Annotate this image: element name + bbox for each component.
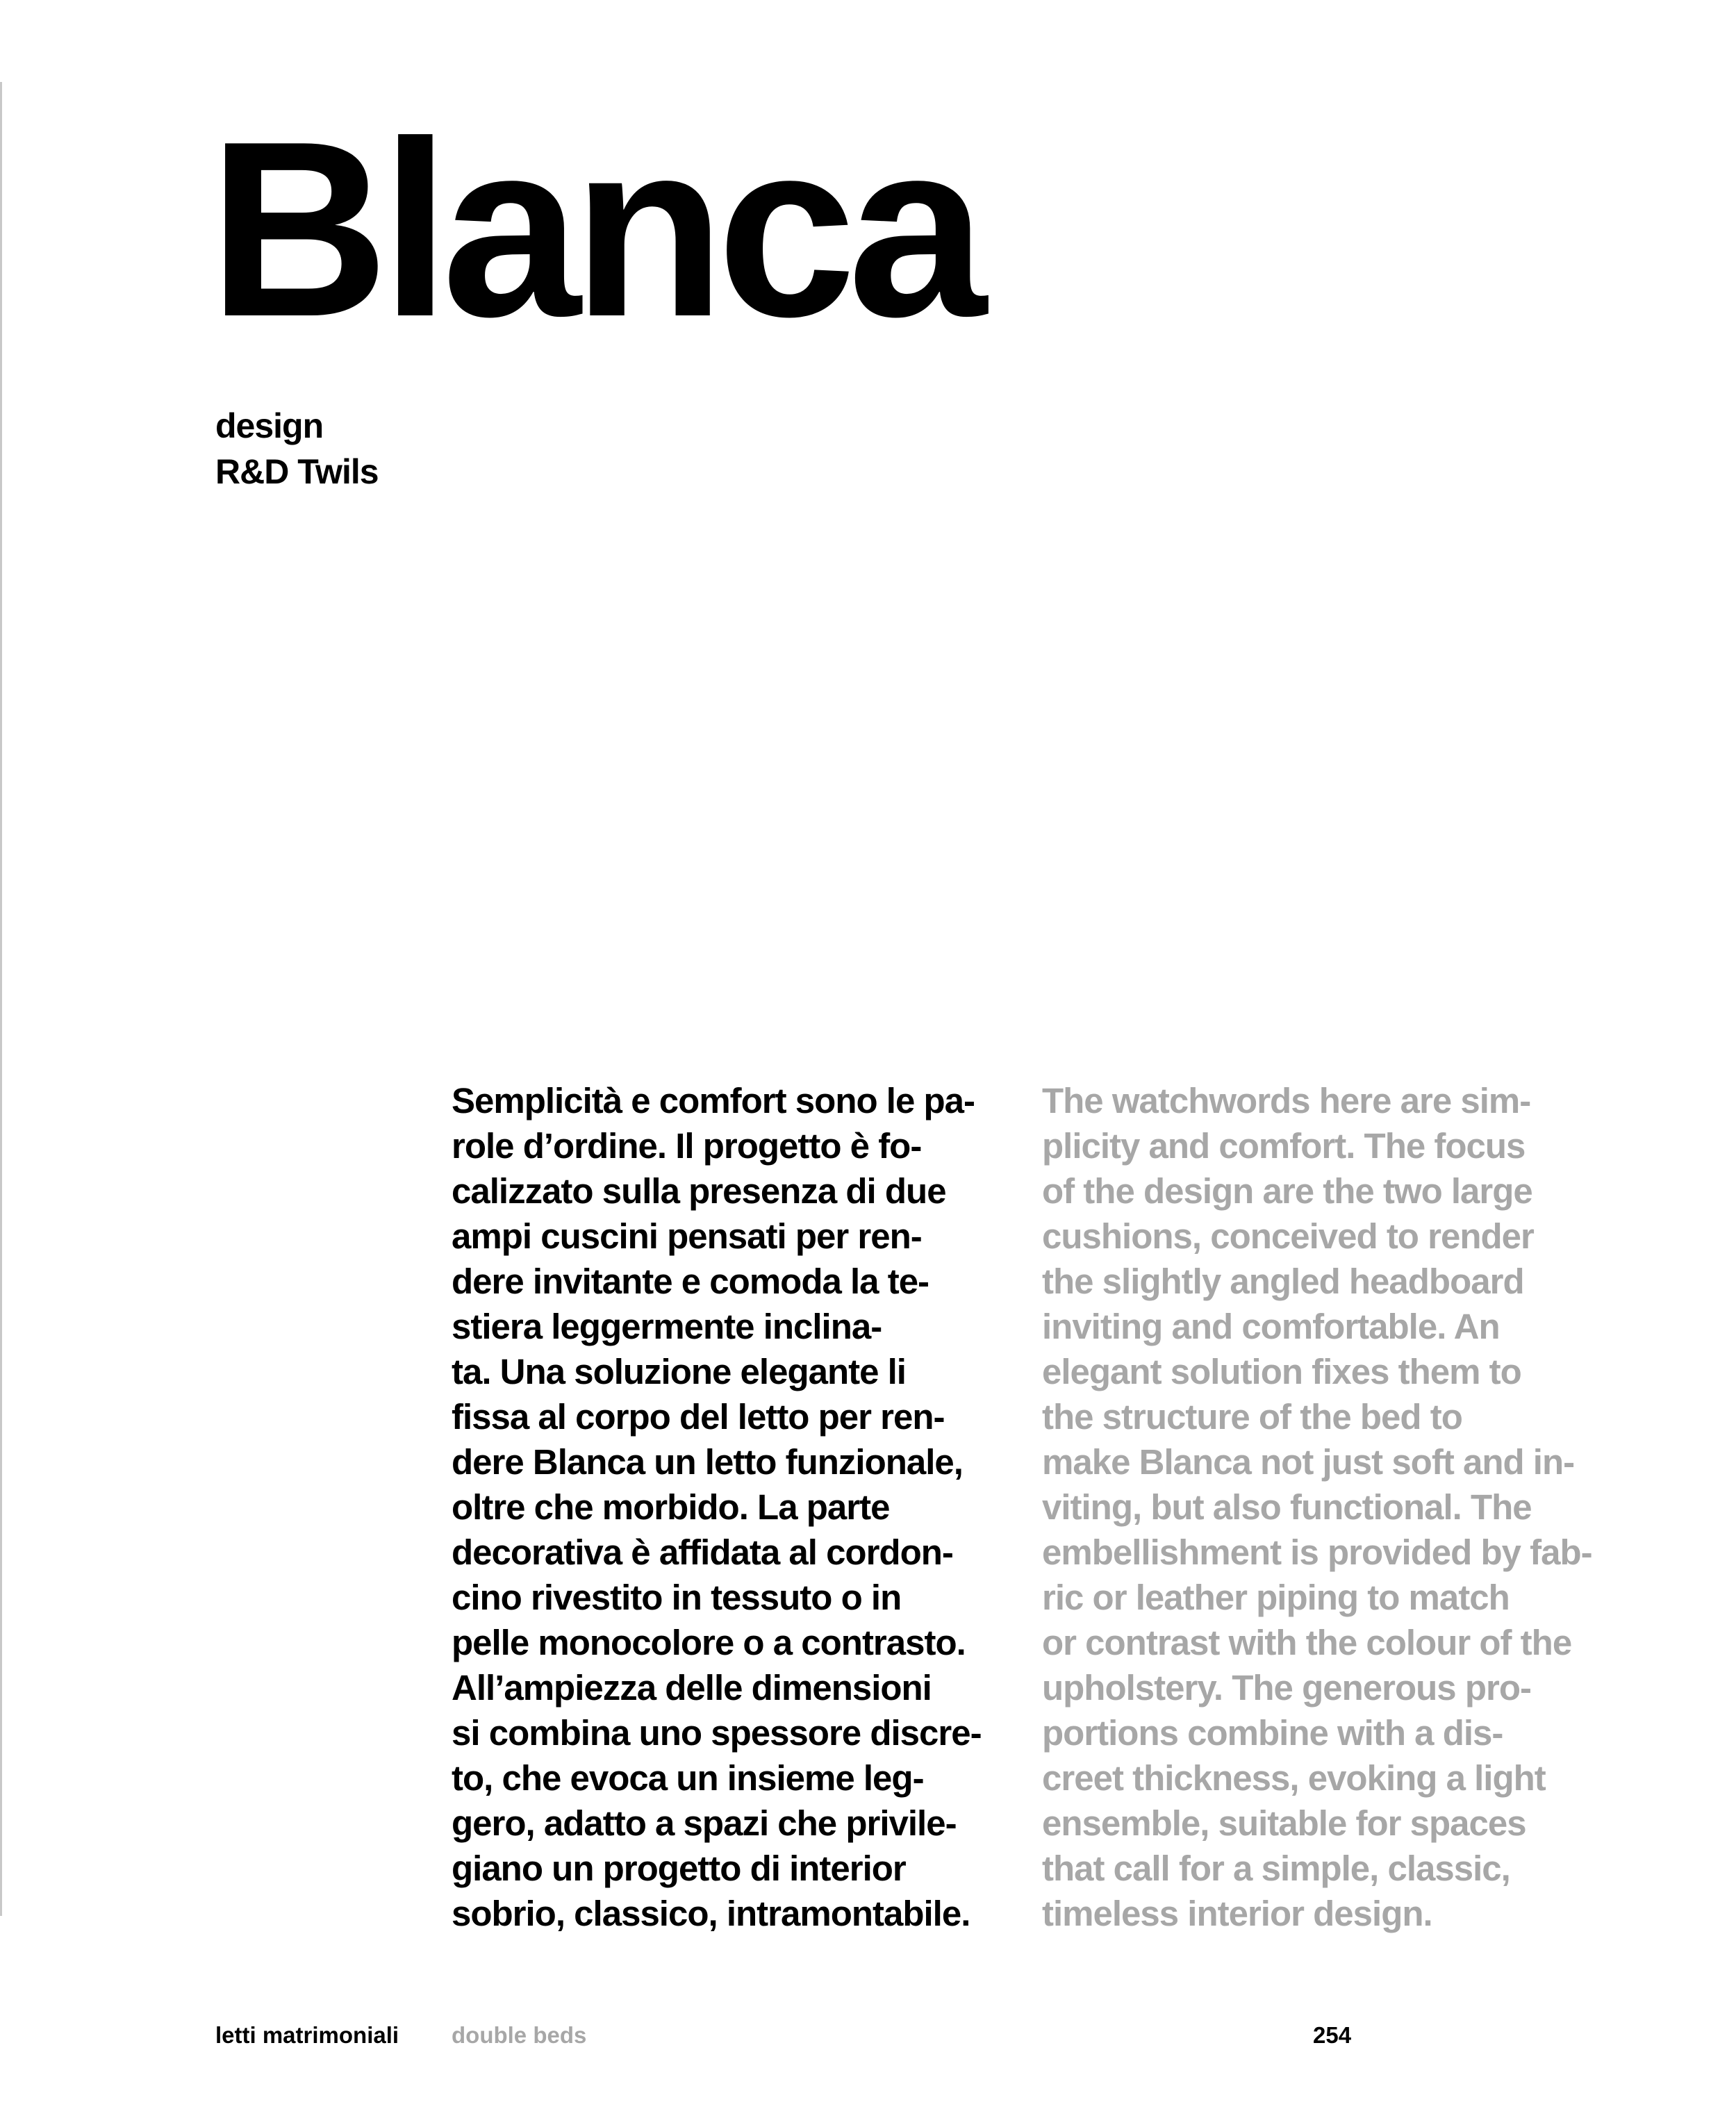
english-text-line: creet thickness, evoking a light — [1042, 1758, 1546, 1798]
italian-text-line: ampi cuscini pensati per ren- — [452, 1216, 922, 1256]
english-text-line: or contrast with the colour of the — [1042, 1623, 1572, 1662]
english-text-line: plicity and comfort. The focus — [1042, 1126, 1526, 1166]
english-text-line: The watchwords here are sim- — [1042, 1081, 1531, 1121]
italian-text-line: oltre che morbido. La parte — [452, 1487, 890, 1527]
english-text-line: ensemble, suitable for spaces — [1042, 1803, 1526, 1843]
page-number: 254 — [1313, 2022, 1352, 2048]
italian-text-line: pelle monocolore o a contrasto. — [452, 1623, 966, 1662]
italian-text-line: dere Blanca un letto funzionale, — [452, 1442, 963, 1482]
english-text-line: elegant solution fixes them to — [1042, 1352, 1521, 1391]
english-text-line: cushions, conceived to render — [1042, 1216, 1534, 1256]
english-text-line: ric or leather piping to match — [1042, 1578, 1510, 1617]
designer-name: R&D Twils — [215, 452, 379, 491]
english-text-line: upholstery. The generous pro- — [1042, 1668, 1531, 1708]
designer-label: design — [215, 406, 324, 445]
page-edge-line — [0, 82, 2, 1916]
italian-text-line: sobrio, classico, intramontabile. — [452, 1894, 970, 1933]
designer-credit — [215, 403, 379, 495]
english-text-line: portions combine with a dis- — [1042, 1713, 1503, 1753]
english-text-line: that call for a simple, classic, — [1042, 1849, 1510, 1888]
italian-text-line: calizzato sulla presenza di due — [452, 1171, 946, 1211]
english-description — [1042, 1078, 1632, 1936]
english-text-line: embellishment is provided by fab- — [1042, 1532, 1592, 1572]
italian-text-line: stiera leggermente inclina- — [452, 1307, 882, 1346]
english-text-line: the structure of the bed to — [1042, 1397, 1462, 1437]
italian-text-line: si combina uno spessore discre- — [452, 1713, 982, 1753]
italian-text-line: All’ampiezza delle dimensioni — [452, 1668, 932, 1708]
italian-text-line: role d’ordine. Il progetto è fo- — [452, 1126, 922, 1166]
italian-text-line: to, che evoca un insieme leg- — [452, 1758, 924, 1798]
english-text-line: viting, but also functional. The — [1042, 1487, 1532, 1527]
footer-category-english: double beds — [452, 2022, 587, 2048]
page-title: Blanca — [208, 90, 979, 369]
english-text-line: make Blanca not just soft and in- — [1042, 1442, 1575, 1482]
footer-category-italian: letti matrimoniali — [215, 2022, 399, 2048]
english-text-line: the slightly angled headboard — [1042, 1262, 1524, 1301]
italian-text-line: dere invitante e comoda la te- — [452, 1262, 929, 1301]
italian-text-line: gero, adatto a spazi che privile- — [452, 1803, 957, 1843]
english-text-line: of the design are the two large — [1042, 1171, 1532, 1211]
italian-text-line: Semplicità e comfort sono le pa- — [452, 1081, 975, 1121]
italian-text-line: decorativa è affidata al cordon- — [452, 1532, 953, 1572]
italian-text-line: fissa al corpo del letto per ren- — [452, 1397, 945, 1437]
english-text-line: inviting and comfortable. An — [1042, 1307, 1500, 1346]
italian-text-line: cino rivestito in tessuto o in — [452, 1578, 902, 1617]
italian-description — [452, 1078, 1007, 1936]
italian-text-line: ta. Una soluzione elegante li — [452, 1352, 906, 1391]
italian-text-line: giano un progetto di interior — [452, 1849, 906, 1888]
english-text-line: timeless interior design. — [1042, 1894, 1432, 1933]
